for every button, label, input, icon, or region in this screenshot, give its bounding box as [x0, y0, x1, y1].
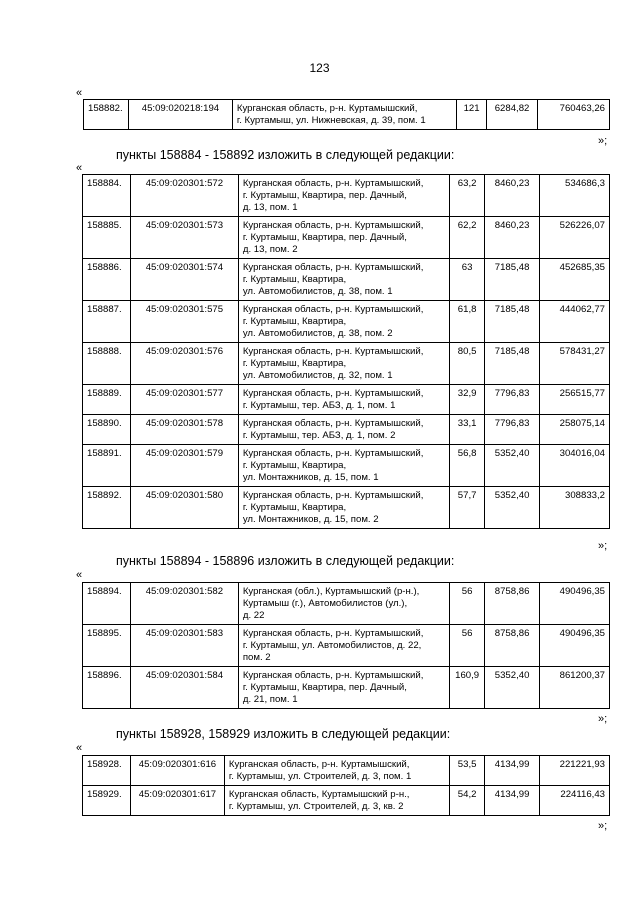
open-quote: « [76, 569, 83, 581]
address [238, 445, 449, 487]
area: 57,7 [450, 487, 485, 529]
cadastral-number: 45:09:020301:580 [130, 487, 238, 529]
cadastral-value: 256515,77 [540, 385, 610, 415]
cadastral-number: 45:09:020301:574 [130, 259, 238, 301]
cadastral-value: 452685,35 [540, 259, 610, 301]
cadastral-value: 490496,35 [540, 625, 610, 667]
address-line: Курганская область, р-н. Куртамышский, [236, 103, 418, 114]
cadastral-number: 45:09:020301:584 [130, 667, 238, 709]
unit-price: 8460,23 [485, 175, 540, 217]
address-line: Курганская область, р-н. Куртамышский, [242, 670, 424, 681]
cadastral-value: 221221,93 [540, 756, 610, 786]
cadastral-value: 258075,14 [540, 415, 610, 445]
cadastral-number: 45:09:020301:575 [130, 301, 238, 343]
area: 63,2 [450, 175, 485, 217]
area: 121 [457, 100, 487, 130]
area: 54,2 [450, 786, 485, 816]
address [238, 625, 449, 667]
row-number: 158892. [83, 487, 131, 529]
address-line: пом. 2 [242, 652, 271, 663]
row-number: 158884. [83, 175, 131, 217]
address-line: г. Куртамыш, Квартира, [242, 502, 347, 513]
table-row [83, 625, 610, 667]
address-line: Курганская область, р-н. Куртамышский, [242, 418, 424, 429]
unit-price: 4134,99 [485, 756, 540, 786]
cadastral-value: 534686,3 [540, 175, 610, 217]
cadastral-number: 45:09:020301:616 [130, 756, 224, 786]
address-line: ул. Автомобилистов, д. 32, пом. 1 [242, 370, 393, 381]
section-heading: пункты 158894 - 158896 изложить в следующей редакции: [116, 554, 455, 568]
unit-price: 7185,48 [485, 259, 540, 301]
row-number: 158889. [83, 385, 131, 415]
area: 62,2 [450, 217, 485, 259]
table-row [83, 667, 610, 709]
table-row [83, 786, 610, 816]
unit-price: 7796,83 [485, 415, 540, 445]
address-line: Курганская область, р-н. Куртамышский, [242, 628, 424, 639]
table-row [83, 385, 610, 415]
address-line: Куртамыш (г.), Автомобилистов (ул.), [242, 598, 408, 609]
close-quote: »; [598, 820, 608, 832]
address-line: Курганская область, р-н. Куртамышский, [242, 448, 424, 459]
address [238, 487, 449, 529]
table-row [83, 259, 610, 301]
cadastral-number: 45:09:020301:582 [130, 583, 238, 625]
cadastral-value: 224116,43 [540, 786, 610, 816]
table-row [83, 343, 610, 385]
address-line: г. Куртамыш, Квартира, пер. Дачный, [242, 682, 407, 693]
address [238, 301, 449, 343]
area: 160,9 [450, 667, 485, 709]
unit-price: 7185,48 [485, 343, 540, 385]
address-line: г. Куртамыш, Квартира, пер. Дачный, [242, 190, 407, 201]
table-section-3 [82, 582, 610, 709]
cadastral-number: 45:09:020301:583 [130, 625, 238, 667]
address-line: г. Куртамыш, Квартира, [242, 316, 347, 327]
address [238, 259, 449, 301]
row-number: 158928. [83, 756, 131, 786]
address [224, 786, 449, 816]
address-line: Курганская область, р-н. Куртамышский, [242, 304, 424, 315]
address [238, 343, 449, 385]
address-line: г. Куртамыш, Квартира, [242, 358, 347, 369]
address-line: Курганская (обл.), Куртамышский (р-н.), [242, 586, 420, 597]
address-line: ул. Монтажников, д. 15, пом. 1 [242, 472, 379, 483]
address-line: г. Куртамыш, Квартира, [242, 460, 347, 471]
address-line: д. 13, пом. 1 [242, 202, 298, 213]
row-number: 158882. [84, 100, 129, 130]
address-line: г. Куртамыш, ул. Строителей, д. 3, кв. 2 [228, 801, 404, 812]
unit-price: 7796,83 [485, 385, 540, 415]
address-line: Курганская область, р-н. Куртамышский, [242, 178, 424, 189]
address-line: г. Куртамыш, Квартира, [242, 274, 347, 285]
cadastral-number: 45:09:020301:617 [130, 786, 224, 816]
address-line: д. 21, пом. 1 [242, 694, 298, 705]
row-number: 158890. [83, 415, 131, 445]
area: 53,5 [450, 756, 485, 786]
unit-price: 7185,48 [485, 301, 540, 343]
address-line: г. Куртамыш, ул. Автомобилистов, д. 22, [242, 640, 422, 651]
cadastral-value: 490496,35 [540, 583, 610, 625]
table-row [83, 175, 610, 217]
address [232, 100, 456, 130]
address-line: ул. Автомобилистов, д. 38, пом. 1 [242, 286, 393, 297]
row-number: 158891. [83, 445, 131, 487]
row-number: 158887. [83, 301, 131, 343]
table-row [84, 100, 610, 130]
table-section-1 [83, 99, 610, 130]
row-number: 158888. [83, 343, 131, 385]
area: 32,9 [450, 385, 485, 415]
cadastral-value: 526226,07 [540, 217, 610, 259]
address-line: Курганская область, р-н. Куртамышский, [242, 388, 424, 399]
address-line: г. Куртамыш, ул. Строителей, д. 3, пом. 1 [228, 771, 412, 782]
table-row [83, 415, 610, 445]
table-row [83, 756, 610, 786]
address [238, 175, 449, 217]
area: 63 [450, 259, 485, 301]
address-line: г. Куртамыш, ул. Нижневская, д. 39, пом. 1 [236, 115, 426, 126]
cadastral-number: 45:09:020218:194 [128, 100, 232, 130]
cadastral-number: 45:09:020301:576 [130, 343, 238, 385]
address-line: ул. Автомобилистов, д. 38, пом. 2 [242, 328, 393, 339]
cadastral-number: 45:09:020301:578 [130, 415, 238, 445]
section-heading: пункты 158928, 158929 изложить в следующей редакции: [116, 727, 451, 741]
open-quote: « [76, 87, 83, 99]
area: 80,5 [450, 343, 485, 385]
unit-price: 8758,86 [485, 583, 540, 625]
cadastral-value: 760463,26 [538, 100, 610, 130]
unit-price: 5352,40 [485, 667, 540, 709]
row-number: 158885. [83, 217, 131, 259]
table-row [83, 487, 610, 529]
row-number: 158886. [83, 259, 131, 301]
unit-price: 8758,86 [485, 625, 540, 667]
area: 33,1 [450, 415, 485, 445]
open-quote: « [76, 162, 83, 174]
address [238, 385, 449, 415]
address-line: г. Куртамыш, Квартира, пер. Дачный, [242, 232, 407, 243]
table-row [83, 301, 610, 343]
unit-price: 4134,99 [485, 786, 540, 816]
address-line: д. 22 [242, 610, 265, 621]
area: 56 [450, 625, 485, 667]
address-line: Курганская область, р-н. Куртамышский, [228, 759, 410, 770]
close-quote: »; [598, 713, 608, 725]
close-quote: »; [598, 540, 608, 552]
cadastral-number: 45:09:020301:573 [130, 217, 238, 259]
address [238, 217, 449, 259]
address-line: Курганская область, Куртамышский р-н., [228, 789, 410, 800]
address-line: Курганская область, р-н. Куртамышский, [242, 220, 424, 231]
unit-price: 5352,40 [485, 445, 540, 487]
cadastral-value: 578431,27 [540, 343, 610, 385]
cadastral-number: 45:09:020301:572 [130, 175, 238, 217]
cadastral-value: 444062,77 [540, 301, 610, 343]
address-line: Курганская область, р-н. Куртамышский, [242, 262, 424, 273]
address [238, 583, 449, 625]
row-number: 158894. [83, 583, 131, 625]
address [238, 667, 449, 709]
address [224, 756, 449, 786]
table-section-4 [82, 755, 610, 816]
cadastral-value: 308833,2 [540, 487, 610, 529]
address-line: г. Куртамыш, тер. АБЗ, д. 1, пом. 1 [242, 400, 396, 411]
table-row [83, 445, 610, 487]
page-number: 123 [309, 61, 330, 75]
section-heading: пункты 158884 - 158892 изложить в следующей редакции: [116, 148, 455, 162]
unit-price: 6284,82 [487, 100, 538, 130]
area: 56,8 [450, 445, 485, 487]
unit-price: 8460,23 [485, 217, 540, 259]
address [238, 415, 449, 445]
close-quote: »; [598, 135, 608, 147]
address-line: Курганская область, р-н. Куртамышский, [242, 490, 424, 501]
row-number: 158895. [83, 625, 131, 667]
table-section-2 [82, 174, 610, 529]
area: 61,8 [450, 301, 485, 343]
row-number: 158929. [83, 786, 131, 816]
cadastral-number: 45:09:020301:579 [130, 445, 238, 487]
row-number: 158896. [83, 667, 131, 709]
cadastral-number: 45:09:020301:577 [130, 385, 238, 415]
address-line: Курганская область, р-н. Куртамышский, [242, 346, 424, 357]
address-line: г. Куртамыш, тер. АБЗ, д. 1, пом. 2 [242, 430, 396, 441]
address-line: д. 13, пом. 2 [242, 244, 298, 255]
cadastral-value: 304016,04 [540, 445, 610, 487]
unit-price: 5352,40 [485, 487, 540, 529]
open-quote: « [76, 742, 83, 754]
area: 56 [450, 583, 485, 625]
table-row [83, 583, 610, 625]
cadastral-value: 861200,37 [540, 667, 610, 709]
table-row [83, 217, 610, 259]
address-line: ул. Монтажников, д. 15, пом. 2 [242, 514, 379, 525]
